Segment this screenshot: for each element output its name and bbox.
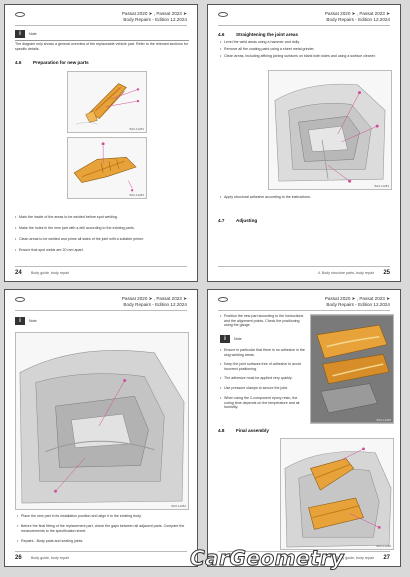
note-icon: i — [15, 30, 25, 38]
page-25 — [207, 4, 401, 282]
list-item: • Make the holes in the new part with a drill according to the existing parts. — [15, 226, 185, 231]
figure-id: B20-11285 — [376, 418, 391, 422]
body-structure-illustration — [269, 71, 391, 189]
header-models: Passat 2020 ➤ , Passat 2023 ➤ — [121, 11, 187, 16]
brand-logo — [218, 12, 228, 17]
footer-ref: 4. Body structure parts, body repair — [317, 271, 374, 275]
figure-id: B20-11283 — [374, 184, 389, 188]
figure-final-assembly — [280, 438, 394, 550]
header-models: Passat 2020 ➤ , Passat 2023 ➤ — [121, 296, 187, 301]
list-item: • Position the new part according to the instructions and the alignment points. Check the positioning using the gauge. — [220, 314, 306, 328]
section-title: Preparation for new parts — [33, 60, 89, 65]
figure-part-detail — [67, 137, 147, 199]
list-item: • Place the new part in its installation position and align it to the existing body. — [17, 514, 187, 519]
page-header — [325, 296, 390, 307]
note-icon: i — [15, 317, 25, 325]
list-item: • Mark the inside of the areas to be welded before spot welding. — [15, 215, 185, 220]
header-rule — [15, 25, 187, 26]
brand-logo — [218, 297, 228, 302]
figure-id: B20-11286 — [376, 544, 391, 548]
brand-logo — [15, 297, 25, 302]
brand-logo — [15, 12, 25, 17]
header-models: Passat 2020 ➤ , Passat 2023 ➤ — [324, 296, 390, 301]
figure-installation — [15, 332, 189, 510]
header-rule — [218, 310, 390, 311]
list-item: • Clean areas to be welded and prime all sides of the joint with a suitable primer. — [15, 237, 185, 242]
figure-id: B20-11281 — [129, 127, 144, 131]
header-subtitle: Body Repairs - Edition 12.2024 — [326, 301, 390, 307]
header-rule — [15, 310, 187, 311]
section-number: 4.6 — [218, 32, 225, 37]
list-item: • Ensure that spot welds are 20 mm apart. — [15, 248, 185, 253]
list-item: • Keep the joint surfaces free of adhesive to avoid incorrect positioning. — [220, 362, 306, 371]
page-24 — [4, 4, 198, 282]
section-number: 4.8 — [218, 428, 225, 433]
figure-joint-areas — [268, 70, 392, 190]
page-header — [122, 296, 187, 307]
footer-ref: Body guide, body repair — [31, 271, 69, 275]
figure-id: B20-11284 — [171, 504, 186, 508]
list-item: • Before the final fitting of the replacement part, check the gaps between all adjacent parts. Compare the measurements to the specification sheet. — [17, 524, 187, 533]
header-rule — [218, 25, 390, 26]
footer-ref: Body guide, body repair — [336, 556, 374, 560]
watermark-logo: CarGeometry — [190, 546, 345, 570]
page-27 — [207, 289, 401, 567]
note-label: Note — [29, 32, 37, 36]
footer-rule — [15, 551, 187, 552]
note-rule — [15, 40, 189, 41]
note-label: Note — [29, 319, 37, 323]
section-number: 4.7 — [218, 218, 225, 223]
note-icon: i — [220, 335, 230, 343]
list-item: • Repairs - Body pads and sealing joints. — [17, 539, 187, 544]
page-header — [325, 11, 390, 22]
section-heading — [218, 428, 269, 433]
section-heading — [218, 32, 298, 37]
header-models: Passat 2020 ➤ , Passat 2023 ➤ — [324, 11, 390, 16]
footer-rule — [218, 266, 390, 267]
section-heading — [218, 218, 257, 223]
list-item: • Ensure in particular that there is no adhesive in the slug welding areas. — [220, 348, 306, 357]
section-title: Final assembly — [236, 428, 269, 433]
footer-ref: Body guide, body repair — [31, 556, 69, 560]
figure-id: B20-11282 — [129, 193, 144, 197]
list-item: • Apply structural adhesive according to the instructions. — [220, 195, 390, 200]
header-subtitle: Body Repairs - Edition 12.2024 — [123, 301, 187, 307]
figure-adhesive — [310, 314, 394, 424]
page-number: 26 — [15, 555, 22, 561]
part-illustration — [68, 72, 146, 132]
section-heading — [15, 60, 89, 65]
page-number: 25 — [383, 270, 390, 276]
part-detail-illustration — [68, 138, 146, 198]
section-title: Adjusting — [236, 218, 258, 223]
section-title: Straightening the joint areas — [236, 32, 299, 37]
installation-illustration — [16, 333, 188, 509]
list-item: • The adhesive must be applied very quickly. — [220, 376, 306, 381]
header-subtitle: Body Repairs - Edition 12.2024 — [123, 16, 187, 22]
page-26 — [4, 289, 198, 567]
adhesive-illustration — [311, 315, 393, 423]
figure-part-overview — [67, 71, 147, 133]
page-number: 24 — [15, 270, 22, 276]
list-item: • Level the weld areas using a hammer and dolly. — [220, 40, 390, 45]
list-item: • Use pressure clamps to secure the joint. — [220, 386, 306, 391]
list-item: • When using the 2-component epoxy resin, the curing time depends on the temperature and air humidity. — [220, 396, 306, 410]
final-assembly-illustration — [281, 439, 393, 549]
page-header — [122, 11, 187, 22]
section-number: 4.6 — [15, 60, 22, 65]
list-item: • Remove all the coating paint using a sheet metal grinder. — [220, 47, 390, 52]
note-text: The diagram only shows a general overview of the replaceable vehicle part. Refer to the relevant sections for specific details. — [15, 42, 188, 51]
header-subtitle: Body Repairs - Edition 12.2024 — [326, 16, 390, 22]
footer-rule — [15, 266, 187, 267]
list-item: • Clean areas, including affixing joining surfaces on blank both sides and using a surface cleaner. — [220, 54, 390, 59]
note-label: Note — [234, 337, 242, 341]
page-number: 27 — [383, 555, 390, 561]
